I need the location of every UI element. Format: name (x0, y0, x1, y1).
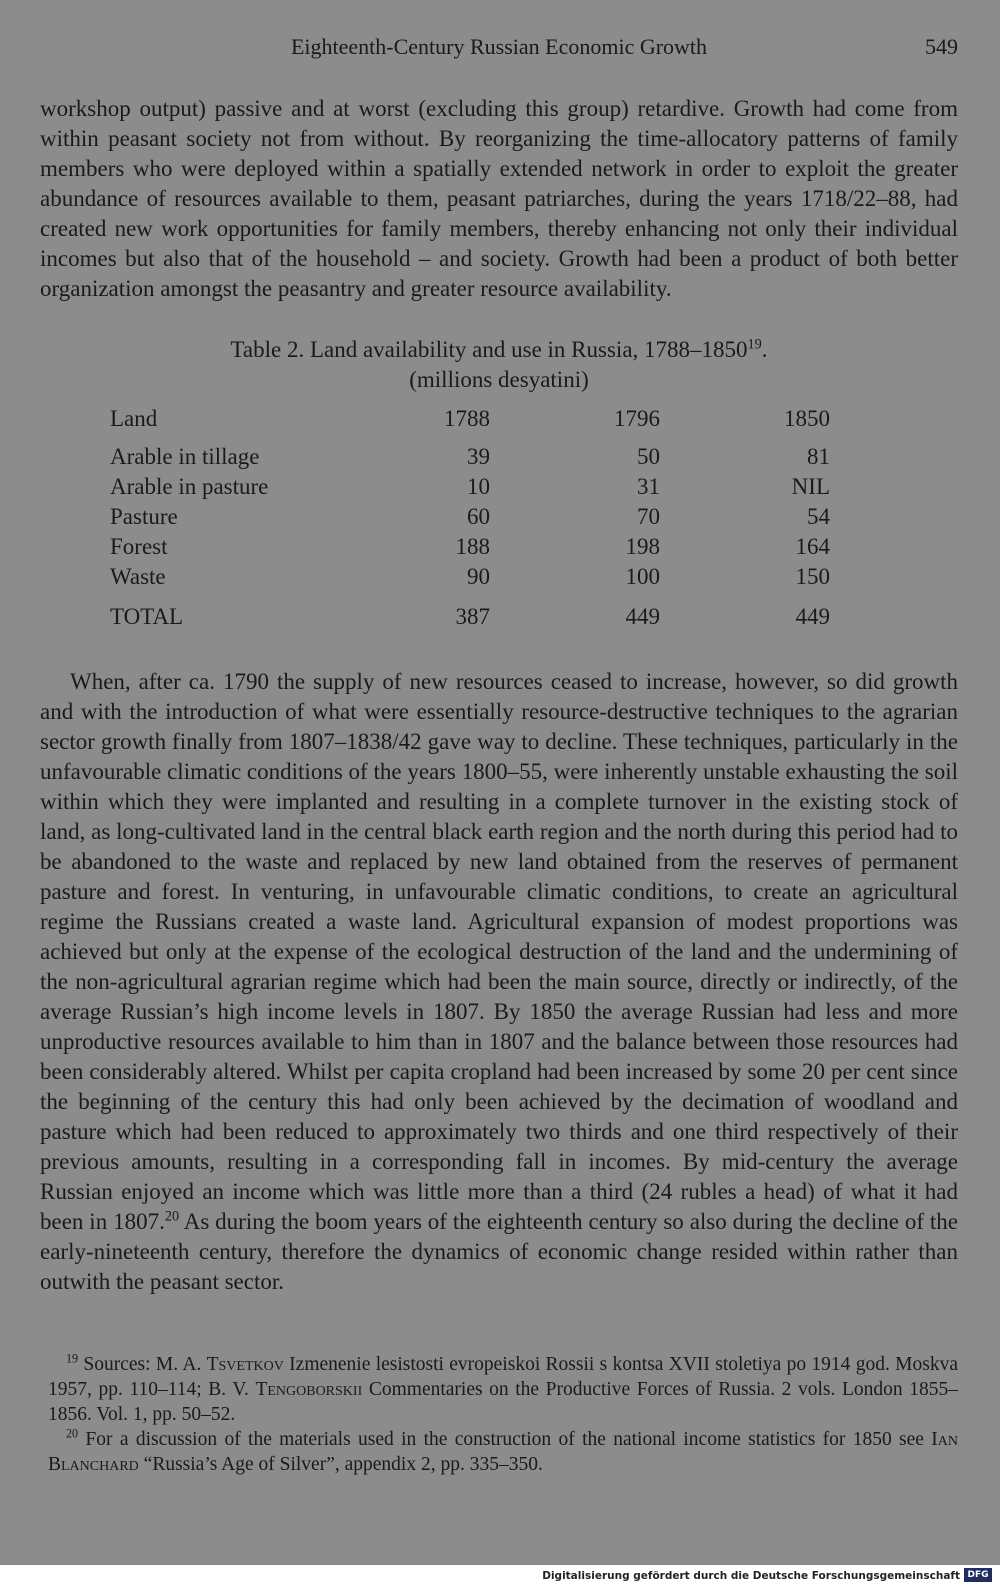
table-header-cell: 1796 (614, 406, 660, 431)
author-name: Tsvetkov (206, 1354, 284, 1375)
footnotes (48, 1352, 958, 1477)
table-cell: Forest (110, 534, 168, 559)
table-row (110, 532, 830, 562)
table-cell: 70 (637, 504, 660, 529)
footnote-ref-20: 20 (164, 1208, 180, 1225)
table-cell: 198 (625, 534, 660, 559)
table-cell: 39 (467, 444, 490, 469)
running-head (40, 34, 958, 64)
table-cell: NIL (791, 474, 830, 499)
table-cell: 449 (625, 604, 660, 629)
footnote-marker: 19 (66, 1351, 79, 1366)
table-cell: 449 (795, 604, 830, 629)
table-caption-units: (millions desyatini) (409, 367, 589, 392)
footnote-ref-19: 19 (747, 336, 762, 353)
author-name: Ian Blanchard (48, 1429, 958, 1475)
table-row (110, 472, 830, 502)
table-cell: 387 (455, 604, 490, 629)
table-cell: 50 (637, 444, 660, 469)
table-cell: 188 (455, 534, 490, 559)
table-row (110, 442, 830, 472)
table-total-row (110, 592, 830, 632)
table-cell: 100 (625, 564, 660, 589)
table-caption (40, 335, 958, 395)
page-number: 549 (925, 34, 958, 59)
funding-credit: Digitalisierung gefördert durch die Deutsche Forschungsgemeinschaft (542, 1570, 960, 1582)
paragraph-decline: When, after ca. 1790 the supply of new resources ceased to increase, however, so did growth and with the introduction of what were essentially resource-destructive techniques to the agrarian sector growth finally from 1807–1838/42 gave way to decline. These techniques, particularly in the unfavourable climatic conditions of the years 1800–55, were inherently unstable exhausting the soil within which they were implanted and resulting in a complete turnover in the existing stock of land, as long-cultivated land in the central black earth region and the north during this period had to be abandoned to the waste and replaced by new land obtained from the reserves of permanent pasture and forest. In venturing, in unfavourable climatic conditions, to create an agricultural regime the Russians created a waste land. Agricultural expansion of modest proportions was achieved but only at the expense of the ecological destruction of the land and the undermining of the non-agricultural agrarian regime which had been the main source, directly or indirectly, of the average Russian’s high income levels in 1807. By 1850 the average Russian had less and more unproductive resources available to him than in 1807 and the balance between those resources had been considerably altered. Whilst per capita cropland had been increased by some 20 per cent since the beginning of the century this had only been achieved by the decimation of woodland and pasture which had been reduced to approximately two thirds and one third respectively of their previous amounts, resulting in a corresponding fall in incomes. By mid-century the average Russian enjoyed an income which was little more than a third (24 rubles a head) of what it had been in 1807.20 As during the boom years of the eighteenth century so also during the decline of the early-nineteenth century, therefore the dynamics of economic change resided within rather than outwith the peasant sector. (40, 669, 958, 1294)
table-row (110, 562, 830, 592)
footnote-19: $^{19}$ Sources: M. A. Tsvetkov Izmenenie lesistosti evropeiskoi Rossii s kontsa XVII stoletiya po 1914 god. Moskva 1957, pp. 110–114; B. V. Tengoborskii Commentaries on the Productive Forces of Russia. 2 vols. London 1855–1856. Vol. 1, pp. 50–52. (48, 1351, 959, 1425)
table-cell: 164 (795, 534, 830, 559)
table-cell: 150 (795, 564, 830, 589)
author-name: Tengoborskii (255, 1379, 363, 1400)
dfg-logo: DFG (964, 1568, 992, 1582)
table-cell: 60 (467, 504, 490, 529)
table-header-cell: Land (110, 406, 158, 431)
table-cell: TOTAL (110, 604, 184, 629)
table-cell: 31 (637, 474, 660, 499)
table-cell: Arable in pasture (110, 474, 269, 499)
table-cell: 10 (467, 474, 490, 499)
footnote-marker: 20 (66, 1426, 79, 1441)
running-title: Eighteenth-Century Russian Economic Growth (290, 34, 708, 59)
digitization-footer (0, 1565, 1000, 1584)
table-header-cell: 1788 (444, 406, 490, 431)
table-cell: Arable in tillage (110, 444, 260, 469)
table-cell: Waste (110, 564, 166, 589)
table-cell: 81 (807, 444, 830, 469)
table-cell: 90 (467, 564, 490, 589)
footnote-20: $^{20}$ For a discussion of the materials used in the construction of the national income statistics for 1850 see Ian Blanchard “Russia’s Age of Silver”, appendix 2, pp. 335–350. (48, 1426, 958, 1475)
table-cell: 54 (807, 504, 830, 529)
table-caption-title: Table 2. Land availability and use in Russia, 1788–1850$^{19}$. (230, 336, 768, 362)
table-row (110, 502, 830, 532)
table-header-row (110, 404, 830, 442)
land-use-table (110, 404, 830, 632)
paragraph-continuation: workshop output) passive and at worst (excluding this group) retardive. Growth had come from within peasant society not from without. By reorganizing the time-allocatory patterns of family members who were deployed within a spatially extended network in order to exploit the greater abundance of resources available to them, peasant patriarches, during the years 1718/22–88, had created new work opportunities for family members, thereby enhancing not only their individual incomes but also that of the household – and society. Growth had been a product of both better organization amongst the peasantry and greater resource availability. (40, 96, 958, 301)
table-cell: Pasture (110, 504, 178, 529)
table-header-cell: 1850 (784, 406, 830, 431)
